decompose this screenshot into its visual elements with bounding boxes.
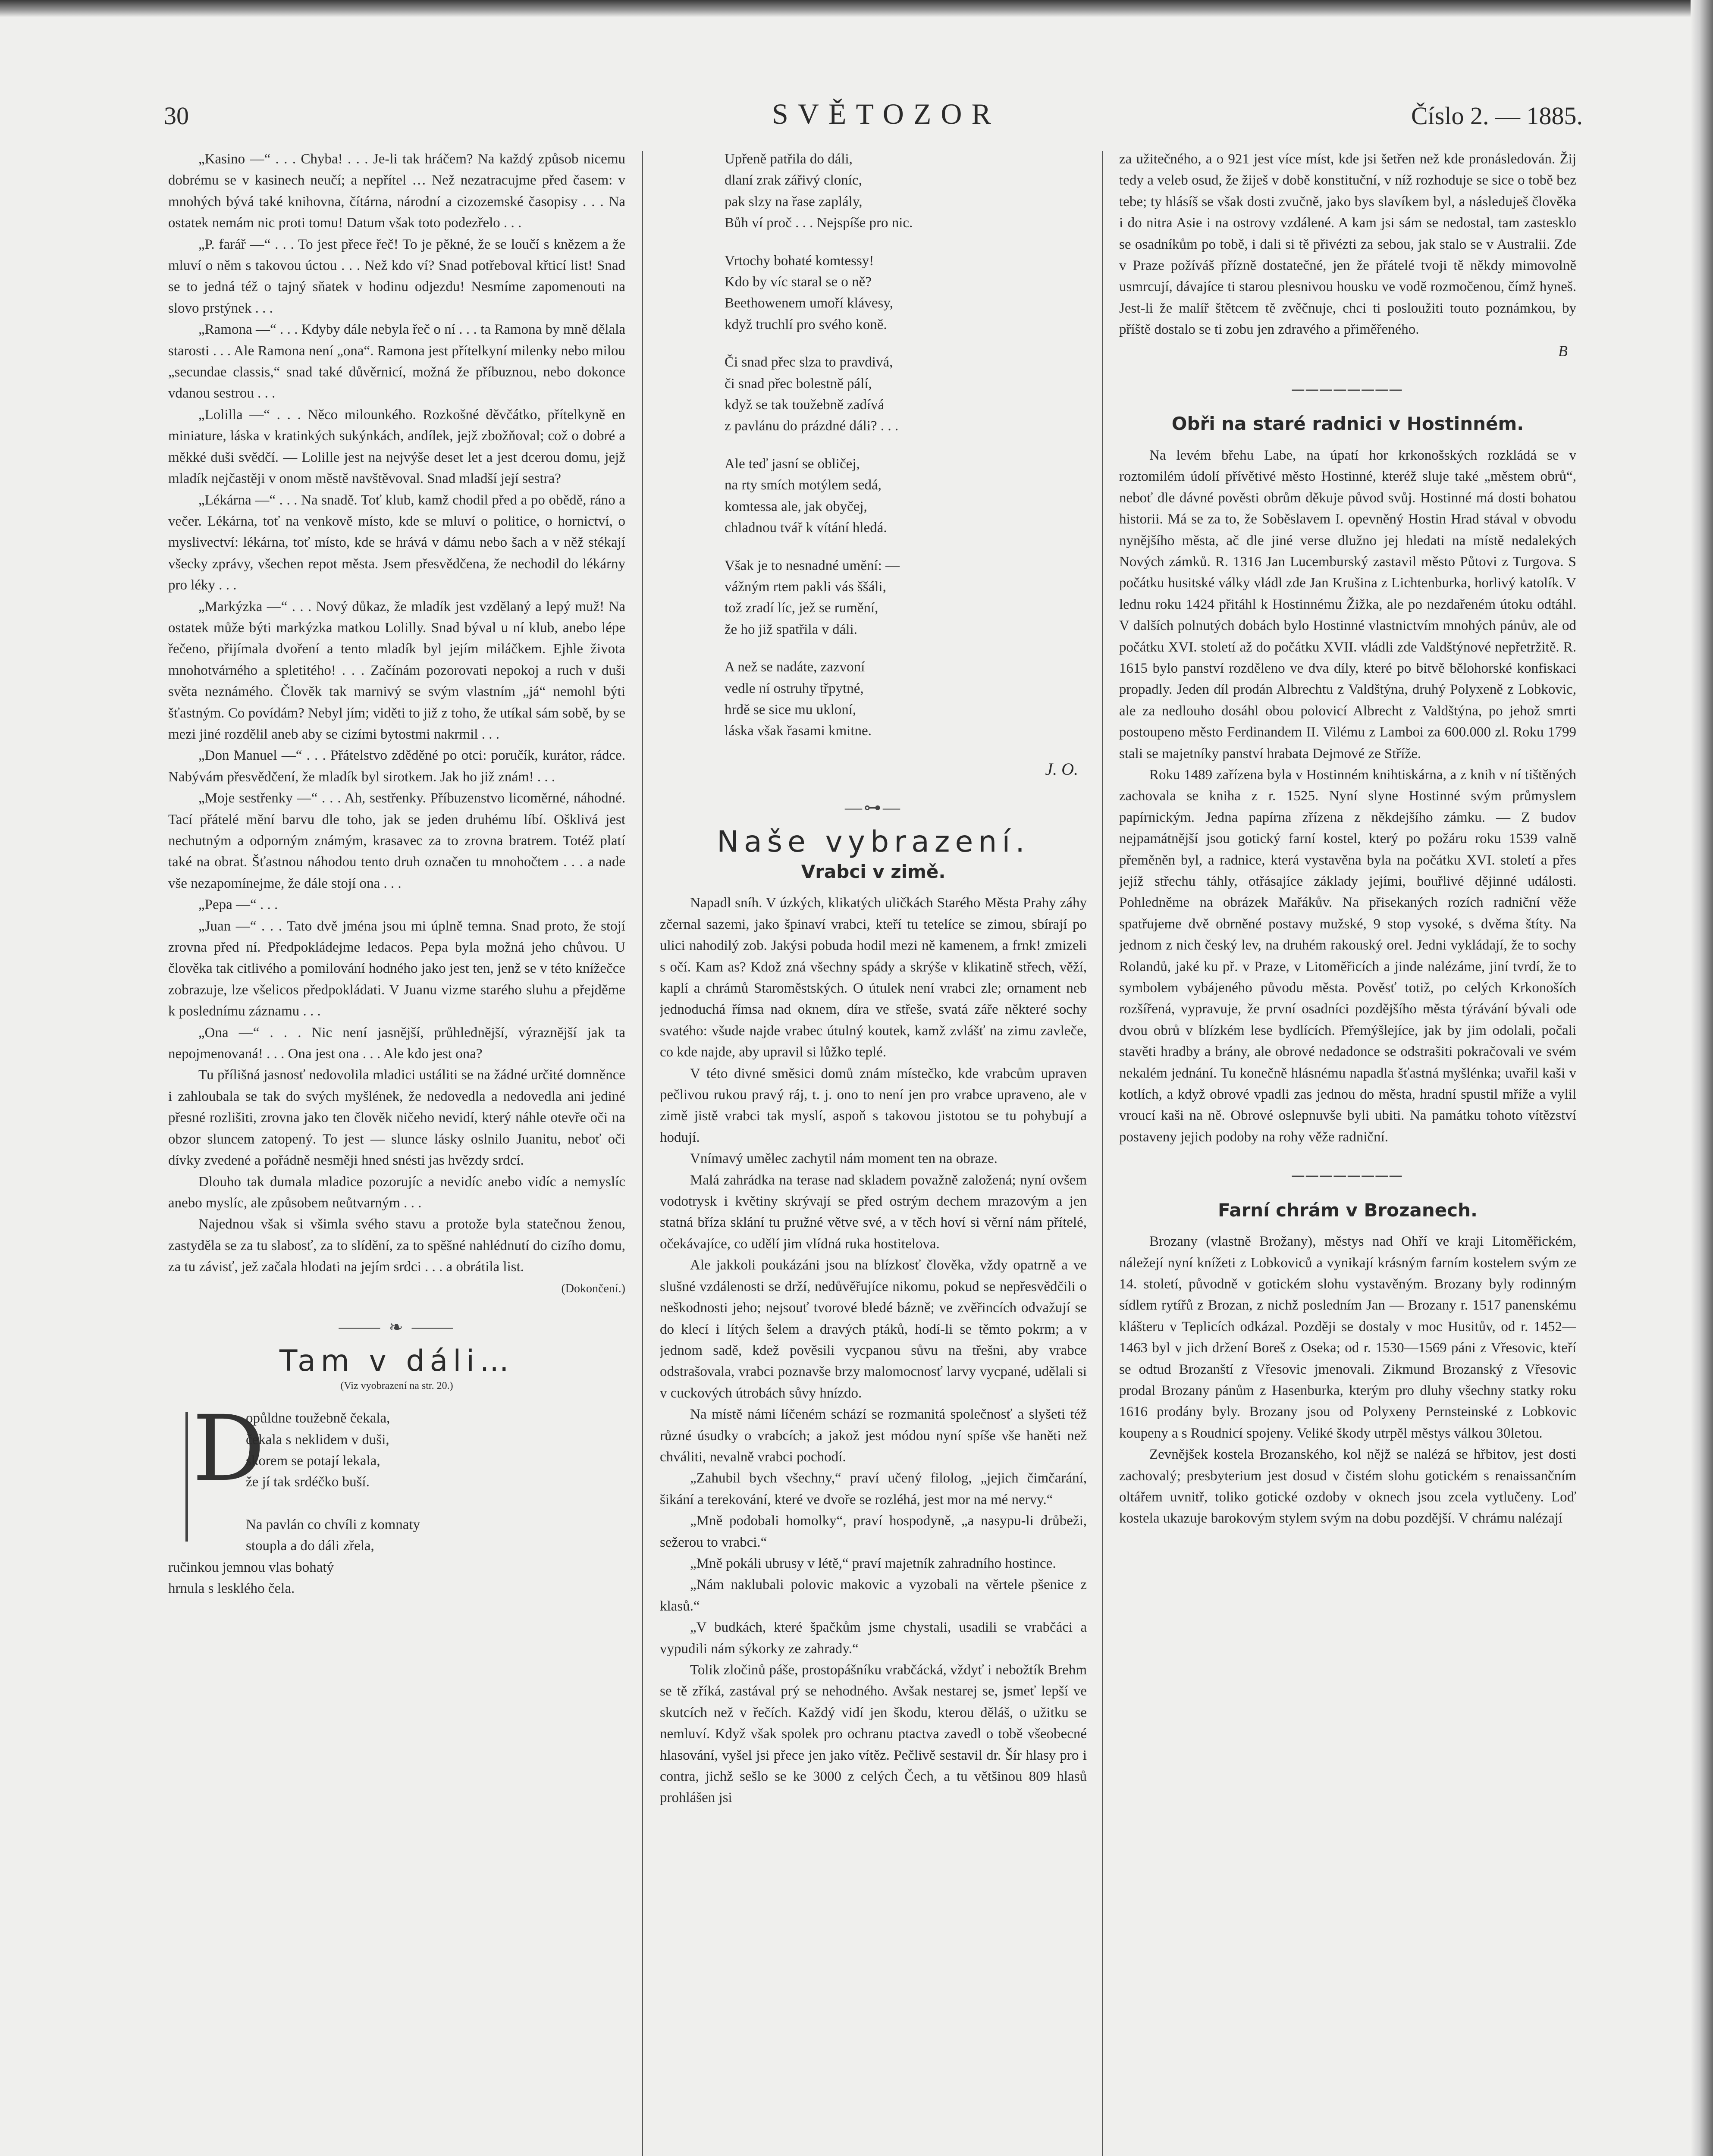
- paragraph: Na místě námi líčeném schází se rozmanitá společnosť a slyšeti též různé úsudky o vrabcích; a jakož jest módou nyní spíše vše haněti než chváliti, nevalně vrabci pochodí.: [660, 1407, 1087, 1465]
- paragraph: „Mně podobali homolky“, praví hospodyně, „a nasypu-li drůbeži, sežerou to vrabci.“: [660, 1513, 1087, 1550]
- poem-line: když truchlí pro svého koně.: [725, 317, 887, 332]
- poem-line: Či snad přec slza to pravdivá,: [725, 354, 893, 370]
- scan-right-edge: [1691, 0, 1713, 2156]
- poem-line: hrdě se sice mu ukloní,: [725, 702, 856, 718]
- poem-signature: J. O.: [1045, 759, 1078, 779]
- article-continuation: [1119, 149, 1576, 341]
- poem-body: [168, 1396, 625, 1599]
- poem-line: když se tak toužebně zadívá: [725, 397, 885, 413]
- poem-line: že ho již spatřila v dáli.: [725, 621, 857, 637]
- paragraph: Brozany (vlastně Brožany), městys nad Ohří ve kraji Litoměřickém, náležejí nyní knížeti z Lobkoviců a vynikají krásným farním kostelem svým ze 14. století, původně v gotickém slohu vystavěným. Brozany byly rodinným sídlem rytířů z Brozan, z nichž posledním Jan — Brozany r. 1517 panenskému klášteru v Teplicích odkázal. Později se dostaly v moc Husitův, od r. 1452—1463 byl v jich držení Boreš z Oseka; od r. 1530—1569 páni z Vřesovic, kteří se odtud Brozanští z Vřesovic jmenovali. Zikmund Brozanský z Vřesovic prodal Brozany pánům z Hasenburka, kterým pro dluhy všechny statky roku 1616 prodány byly. Brozany jsou od Polyxeny Pernsteinské z Lobkovic koupeny a s Roudnicí spojeny. Veliké škody utrpěl městys válkou 30letou.: [1119, 1234, 1576, 1441]
- poem-line: Kdo by víc staral se o ně?: [725, 274, 872, 290]
- paragraph: „Mně pokáli ubrusy v létě,“ praví majetník zahradního hostince.: [690, 1555, 1056, 1571]
- poem-line: tož zradí líc, jež se rumění,: [725, 600, 878, 616]
- poem-line: na rty smích motýlem sedá,: [725, 477, 882, 493]
- poem-line: Vrtochy bohaté komtessy!: [725, 253, 874, 269]
- poem-line: Ale teď jasní se obličej,: [725, 456, 860, 472]
- poem-line: Bůh ví proč . . . Nejspíše pro nic.: [725, 215, 913, 231]
- page-number: 30: [164, 102, 189, 130]
- paragraph: „Zahubil bych všechny,“ praví učený filolog, „jejich čimčarání, šikání a terekování, které ve dvoře se rozléhá, jest mor na mé nervy.“: [660, 1470, 1087, 1507]
- poem-line: Upřeně patřila do dáli,: [725, 151, 853, 167]
- paragraph: Ale jakkoli poukázáni jsou na blízkosť člověka, vždy opatrně a ve slušné vzdálenosti se drží, nedůvěřujíce nikomu, pokud se nepřesvědčili o neškodnosti jeho; nejsouť tvorové bledé bázně; ve zvěřincích odvažují se do klecí i lítých šelem a dravých ptáků, hodí-li se těmto pokrm; a v jednom sadě, kdež pověsili vycpanou sůvu na třešni, aby vrabce odstrašovala, vrabci poznavše brzy malomocnosť larvy vycpané, udělali si v cuckových útrobách sůvy hnízdo.: [660, 1257, 1087, 1401]
- section-title: Naše vybrazení.: [717, 824, 1030, 859]
- poem-continuation: [660, 149, 1087, 742]
- paragraph: Dlouho tak dumala mladice pozorujíc a nevidíc anebo vidíc a nemyslíc anebo myslíc, ale způsobem neůtvarným . . .: [168, 1174, 625, 1211]
- section-ornament: ────────: [1292, 380, 1404, 400]
- poem-line: Na pavlán co chvíli z komnaty: [246, 1517, 420, 1532]
- issue-label: Číslo 2. — 1885.: [1411, 102, 1583, 130]
- poem-line: dlaní zrak zářivý cloníc,: [725, 172, 862, 188]
- paragraph: V této divné směsici domů znám místečko, kde vrabcům upraven pečlivou rukou pravý ráj, t. j. ono to není jen pro vrabce upraveno, ale v zimě jistě vrabci tak myslí, aspoň s takovou jistotou se tu pohybují a hodují.: [660, 1065, 1087, 1145]
- poem-line: skorem se potají lekala,: [246, 1453, 380, 1469]
- poem-line: ručinkou jemnou vlas bohatý: [168, 1559, 334, 1575]
- paragraph: Tu přílišná jasnosť nedovolila mladici ustáliti se na žádné určité domněnce i zahloubala se tak do svých myšlének, že nedovedla a nedovedla ani jediné přesné rozlišiti, zrovna jako ten člověk ničeho nevidí, který náhle otevře oči na obzor sluncem zatopený. To jest — slunce lásky oslnilo Juanitu, neboť oči dívky zvedené a pořádně nesměji hned snésti jas hvězdy srdcí.: [168, 1067, 625, 1169]
- church-paragraphs: [1119, 1231, 1576, 1529]
- section-ornament: —⊶—: [845, 798, 902, 818]
- story-paragraphs: [168, 149, 625, 1278]
- poem-line: láska však řasami kmitne.: [725, 723, 872, 739]
- paragraph: Zevnějšek kostela Brozanského, kol nějž se nalézá se hřbitov, jest dosti zachovalý; presbyterium jest dosud v čistém slohu gotickém s renaissančním oltářem uvnitř, toliko gotické ozdoby v oknech jsou zcela vytlučeny. Loď kostela ukazuje barokovým stylem svým na dobu pozdější. V chrámu nalézají: [1119, 1447, 1576, 1526]
- poem-stanza: [725, 657, 1087, 742]
- poem-stanza: [725, 555, 1087, 641]
- poem-line: že jí tak srdéčko buší.: [246, 1474, 370, 1490]
- poem-note: (Viz vyobrazení na str. 20.): [340, 1380, 453, 1391]
- paragraph: „Lékárna —“ . . . Na snadě. Toť klub, kamž chodil před a po obědě, ráno a večer. Lékárna, toť na venkově místo, kde se mluví o politice, o hornictví, o myslivectví: lékárna, toť místo, kde se hrává v dámu nebo šach a v něž stékají všecky zprávy, všechen repot města. Jsem přesvědčena, že nechodil do lékárny pro léky . . .: [168, 492, 625, 593]
- paragraph: Napadl sníh. V úzkých, klikatých uličkách Starého Města Prahy záhy zčernal sazemi, jako špinaví vrabci, kteří tu tetelíce se zimou, sbírají po ulici nahodilý zob. Jakýsi pobuda hodil mezi ně kamenem, a frnk! zmizeli s očí. Kam as? Kdož zná všechny spády a skrýše v klikatině střech, věží, kaplí a chrámů Staroměstských. O útulek není vrabci zle; ornament neb jednoduchá římsa nad oknem, díra ve střeše, svatá záře některé sochy svatého: všude najde vrabec útulný koutek, kamž zvlášť na zimu zavleče, co kde najde, aby upravil si lůžko teplé.: [660, 895, 1087, 1060]
- column-1: [168, 149, 625, 2156]
- paragraph: Najednou však si všimla svého stavu a protože byla statečnou ženou, zastyděla se za tu slabosť, za to slídění, za to spěšné nahlédnutí do cizího domu, za tu závisť, jež začala hlodati na jejím srdci . . . a obrátila list.: [168, 1216, 625, 1275]
- paragraph: „Lolilla —“ . . . Něco milounkého. Rozkošné děvčátko, přítelkyně en miniature, láska v kratinkých sukýnkách, andílek, jejž zbožňoval; což o dobré a měkké duši svědčí. — Lolille jest na nejvýše deset let a jest dcerou domu, jejž mladík nejčastěji v onom městě navštěvoval. Snad mladší její sestra?: [168, 407, 625, 487]
- column-2: [660, 149, 1087, 2156]
- dropcap-initial: D: [185, 1412, 233, 1542]
- poem-line: A než se nadáte, zazvoní: [725, 659, 865, 675]
- paragraph: za užitečného, a o 921 jest více míst, kde jsi šetřen než kde pronásledován. Žij tedy a veleb osud, že žiješ v době konstituční, v níž rozhoduje se sice o tobě bez tebe; ty hlásíš se však dosti zvučně, jako bys slavíkem byl, a následuješ člověka i do nitra Asie i na ostrovy vzdálené. A kam jsi sám se nedostal, tam zastesklo se osadníkům po tobě, i dali si tě přivézti za sebou, jak stalo se v Australii. Zde v Praze požíváš přízně dostatečné, jen že přátelé tvoji tě někdy mimovolně usmrcují, dávajíce ti starou plesnivou housku ve vodě rozmočenou, čímž hyneš. Jest-li že malíř štětcem tě zvěčnuje, chci ti posloužiti touto poznámkou, by příště dostalo se ti zobu jen zdravého a přiměřeného.: [1119, 151, 1576, 338]
- poem-line: Však je to nesnadné umění: —: [725, 558, 900, 573]
- poem-line: chladnou tvář k vítání hledá.: [725, 520, 887, 536]
- scan-top-edge: [0, 0, 1713, 17]
- column-3: [1119, 149, 1576, 2156]
- paragraph: „Pepa —“ . . .: [198, 897, 278, 913]
- poem-stanza: [725, 149, 1087, 234]
- poem-line: komtessa ale, jak obyčej,: [725, 498, 867, 514]
- continued-note: (Dokončení.): [561, 1282, 625, 1295]
- poem-line: pak slzy na řase zaplály,: [725, 194, 863, 210]
- poem-line: Beethowenem umoří klávesy,: [725, 295, 894, 311]
- giants-paragraphs: [1119, 445, 1576, 1148]
- paragraph: Tolik zločinů páše, prostopášníku vrabčácká, vždyť i nebožtík Brehm se tě zříká, zastával prý se nehodného. Avšak nestarej se, jsmeť lepší ve skutcích než v řečích. Každý vidí jen škodu, kterou děláš, o užitku se nemluví. Když však spolek pro ochranu ptactva zavedl o tobě všeobecné hlasování, vyšel jsi přece jen jako vítěz. Pečlivě sestavil dr. Šír hlasy pro i contra, jichž sešlo se ke 3000 z celých Čech, a tu většinou 809 hlasů prohlášen jsi: [660, 1662, 1087, 1806]
- paragraph: Roku 1489 zařízena byla v Hostinném knihtiskárna, a z knih v ní tištěných zachovala se kniha z r. 1525. Nyní slyne Hostinné svým průmyslem papírnickým. Jedna papírna zřízena z někdejšího zámku. — Z budov nejpamátnější jsou gotický farní kostel, který po požáru roku 1539 valně přeměněn byl, a radnice, která vystavěna byla na počátku XVI. století a přes jejíž střechu táhly, otřásajíce základy jejími, bouřlivé dějinné události. Pohledněme na obrázek Mařákův. Na přisekaných rozích radniční věže spatřujeme dvě obrněné postavy mužské, 9 stop vysoké, s dvěma štíty. Na jednom z nich český lev, na druhém rakouský orel. Jedni vykládají, že to sochy Rolandů, jaké ku př. v Praze, v Litoměřicích a jinde nalézáme, jiní tvrdí, že to symbolem vybájeného původu města. Pověsť totiž, po celých Krkonoších rozšířená, vypravuje, že první osadníci pozdějšího města týrávání bývali ode dvou obrů v blízkém lese bydlících. Přemýšlejíce, jak by jim odolali, počali stavěti hradby a brány, ale obrové nedadonce se odstrašiti pokračovali ve svém nekalém jednání. Tu konečně hlásnému napadla šťastná myšlénka; uvařil kaši v kotlích, a když obrové vpadli zas jednou do města, hradní spustil mříže a vylil vroucí kaši na ně. Obrové oslepnuvše byli ubiti. Na památku tohoto vítězství postaveny jejich podoby na rohy věže radniční.: [1119, 767, 1576, 1145]
- paragraph: Vnímavý umělec zachytil nám moment ten na obraze.: [690, 1151, 998, 1167]
- poem-stanza: [725, 251, 1087, 336]
- paragraph: Na levém břehu Labe, na úpatí hor krkonošských rozkládá se v roztomilém údolí přívětivé město Hostinné, kteréž sluje také „městem obrů“, neboť dle dávné pověsti obrům děkuje původ svůj. Hostinné má dosti bohatou historii. Má se za to, že Soběslavem I. opevněný Hostin Hrad stával v obvodu nynějšího města, ač dle jiné verse dlužno jej hledati na místě nedalekých Nových zámků. R. 1316 Jan Lucemburský zastavil město Půtovi z Turgova. S počátku husitské války vládl zde Jan Krušina z Lichtenburka, horlivý katolík. V lednu roku 1424 přitáhl k Hostinnému Žižka, ale po nezdařeném útoku odtáhl. V dalších polnutých dobách bylo Hostinné vlastnictvím mnohých pánův, ale od počátku XVI. století až do počátku XVII. vládli zde Valdštýnové nepřetržitě. R. 1615 bylo panství rozděleno ve dva díly, které po bitvě bělohorské konfiskaci propadly. Jeden díl prodán Albrechtu z Valdštýna, druhý Polyxeně z Lobkovic, ale za nedlouho dosáhl obou polovicí Albrecht z Valdštýna, po jehož smrti postoupeno město Ferdinandem II. Vilému z Lamboi za 600.000 zl. Roku 1799 stali se majetníky panství hrabata Dejmové ze Stříže.: [1119, 447, 1576, 761]
- paragraph: „Ona —“ . . . Nic není jasnější, průhlednější, výraznější jak ta nepojmenovaná! . . . Ona jest ona . . . Ale kdo jest ona?: [168, 1025, 625, 1062]
- paragraph: „Juan —“ . . . Tato dvě jména jsou mi úplně temna. Snad proto, že stojí zrovna před ní. Předpokládejme ledacos. Pepa byla možná jeho chůvou. U člověka tak citlivého a pomilování hodného jako jest ten, jenž se v této knížečce zobrazuje, lze všelicos předpokládati. V Juanu vizme starého sluhu a přejděme k poslednímu záznamu . . .: [168, 918, 625, 1019]
- column-rule-1: [642, 151, 643, 2156]
- poem-stanza: [725, 352, 1087, 437]
- poem-line: vedle ní ostruhy třpytné,: [725, 680, 864, 696]
- paragraph: „Don Manuel —“ . . . Přátelstvo zděděné po otci: poručík, kurátor, rádce. Nabývám přesvědčení, že mladík byl sirotkem. Jak ho již znám! . . .: [168, 748, 625, 785]
- paragraph: „Ramona —“ . . . Kdyby dále nebyla řeč o ní . . . ta Ramona by mně dělala starosti . . . Ale Ramona není „ona“. Ramona jest přítelkyní milenky nebo milou „secundae classis,“ snad také důvěrnicí, možná že příbuznou, nebo dokonce vdanou sestrou . . .: [168, 322, 625, 401]
- article-title-church: Farní chrám v Brozanech.: [1218, 1199, 1478, 1221]
- poem-line: hrnula s lesklého čela.: [168, 1581, 295, 1596]
- paragraph: „Moje sestřenky —“ . . . Ah, sestřenky. Příbuzenstvo licoměrné, náhodné. Tací přátelé mění barvu dle toho, jak se jeden druhému líbí. Ošklivá jest nechutným a odporným známým, krasavec za to zrovna bratrem. Totéž platí také na obrat. Šťastnou náhodou tento druh označen tu mnohočtem . . . a nade vše nezapomínejme, že dále stojí ona . . .: [168, 790, 625, 891]
- paragraph: „Kasino —“ . . . Chyba! . . . Je-li tak hráčem? Na každý způsob nicemu dobrému se v kasinech neučí; a nepřítel … Než nezatracujme před časem: v mnohých bývá také knihovna, čítárna, národní a cizozemské časopisy . . . Na ostatek nemám nic proti tomu! Datum však toto podezřelo . . .: [168, 151, 625, 231]
- section-ornament: ────────: [1292, 1166, 1404, 1186]
- paragraph: „Markýzka —“ . . . Nový důkaz, že mladík jest vzdělaný a lepý muž! Na ostatek může býti markýzka matkou Lolilly. Snad býval u ní klub, anebo lépe řečeno, přijímala dvoření a tento mladík byl jejím miláčkem. Ejhle života mnohotvárného a spletitého! . . . Začínám pozorovati nepokoj a ruch v duši světa neznámého. Člověk tak marnivý se svým vlastním „já“ nemohl býti šťastným. Co povídám? Nebyl jím; viděti to již z toho, že utíkal sám sobě, by se mezi jiné rozdělil aneb aby se cizími bytostmi nakrmil . . .: [168, 599, 625, 742]
- section-ornament: ⸻ ❧ ⸻: [338, 1317, 456, 1337]
- paragraph: Malá zahrádka na terase nad skladem považně založená; nyní ovšem vodotrysk i květiny skrývají se před ostrým dechem mrazovým a jen statná bříza sklání tu pružné větve své, a v těch hoví si věrní nám přítelé, očekávajíce, co udělí jim vlídná ruka hostitelova.: [660, 1172, 1087, 1252]
- poem-line: čekala s neklidem v duši,: [246, 1432, 389, 1448]
- poem-stanza: [725, 454, 1087, 539]
- article-paragraphs: [660, 893, 1087, 1808]
- poem-line: či snad přec bolestně pálí,: [725, 376, 872, 392]
- poem-line: z pavlánu do prázdné dáli? . . .: [725, 418, 899, 434]
- poem-title: Tam v dáli…: [279, 1344, 515, 1379]
- article-signoff: B: [1558, 342, 1568, 360]
- paragraph: „Nám naklubali polovic makovic a vyzobali na věrtele pšenice z klasů.“: [660, 1577, 1087, 1614]
- page-header: [164, 97, 1583, 136]
- article-title: Vrabci v zimě.: [801, 861, 946, 882]
- journal-title: SVĚTOZOR: [772, 97, 1001, 130]
- paragraph: „V budkách, které špačkům jsme chystali, usadili se vrabčáci a vypudili nám sýkorky ze zahrady.“: [660, 1620, 1087, 1657]
- article-title-giants: Obři na staré radnici v Hostinném.: [1171, 413, 1524, 435]
- poem-line: stoupla a do dáli zřela,: [246, 1538, 374, 1554]
- poem-line: vážným rtem pakli vás ššáli,: [725, 579, 886, 595]
- poem-line: opůldne toužebně čekala,: [246, 1410, 390, 1426]
- paragraph: „P. farář —“ . . . To jest přece řeč! To je pěkné, že se loučí s knězem a že mluví o něm s takovou úctou . . . Než kdo ví? Snad potřeboval křticí list! Snad se to jedná též o tajný sňatek v hodinu odjezdu! Nesmíme zapomenouti na slovo prstýnek . . .: [168, 236, 625, 316]
- column-rule-2: [1102, 151, 1103, 2156]
